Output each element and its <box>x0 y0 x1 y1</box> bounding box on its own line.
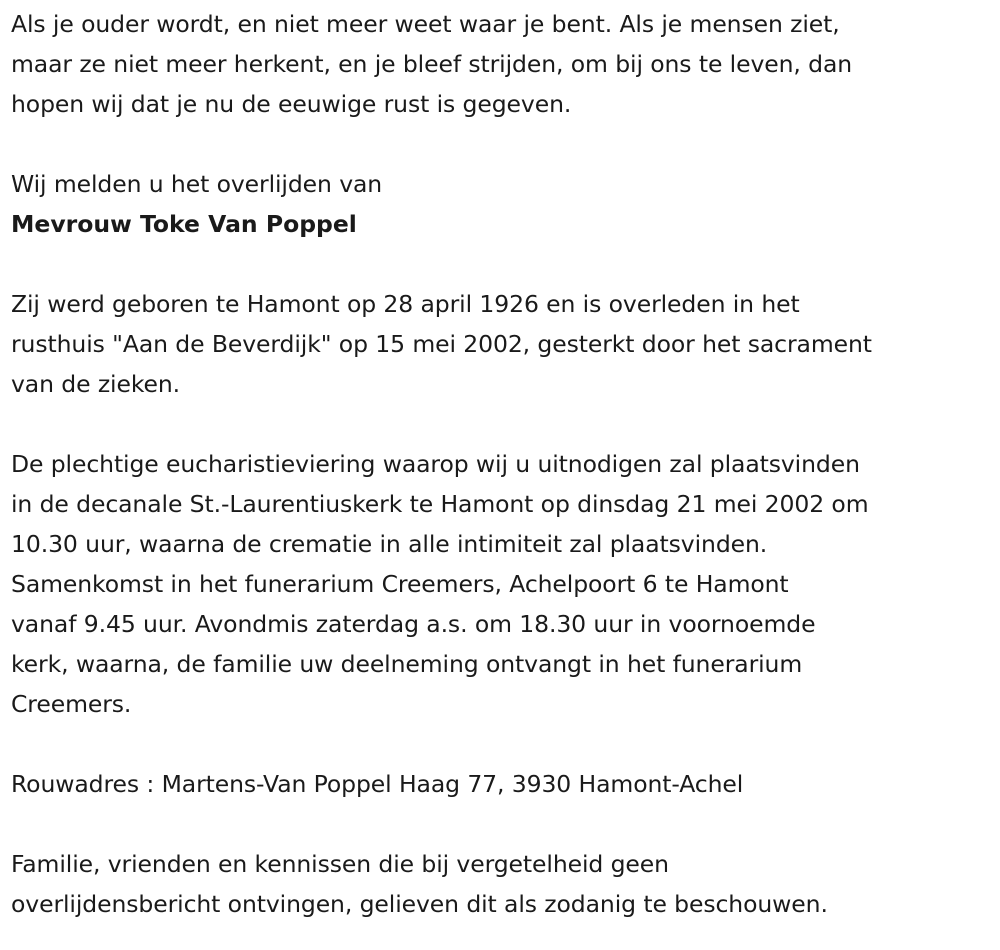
text-line: Familie, vrienden en kennissen die bij vergetelheid geen <box>11 850 669 878</box>
paragraph-spacer <box>11 244 996 284</box>
paragraph-spacer <box>11 804 996 844</box>
text-line: Samenkomst in het funerarium Creemers, Achelpoort 6 te Hamont <box>11 570 789 598</box>
text-line: overlijdensbericht ontvingen, gelieven dit als zodanig te beschouwen. <box>11 890 828 918</box>
text-line: kerk, waarna, de familie uw deelneming ontvangt in het funerarium <box>11 650 803 678</box>
text-line: Creemers. <box>11 690 132 718</box>
ceremony-paragraph <box>11 444 996 724</box>
poem-line: maar ze niet meer herkent, en je bleef strijden, om bij ons te leven, dan <box>11 50 853 78</box>
text-line: in de decanale St.-Laurentiuskerk te Hamont op dinsdag 21 mei 2002 om <box>11 490 869 518</box>
announcement-text: Wij melden u het overlijden van <box>11 170 383 198</box>
mourning-address: Rouwadres : Martens-Van Poppel Haag 77, 3930 Hamont-Achel <box>11 770 744 798</box>
poem-line: Als je ouder wordt, en niet meer weet waar je bent. Als je mensen ziet, <box>11 10 840 38</box>
poem-line: hopen wij dat je nu de eeuwige rust is gegeven. <box>11 90 572 118</box>
death-notice <box>11 4 996 924</box>
paragraph-spacer <box>11 724 996 764</box>
text-line: 10.30 uur, waarna de crematie in alle intimiteit zal plaatsvinden. <box>11 530 768 558</box>
paragraph-spacer <box>11 404 996 444</box>
paragraph-spacer <box>11 124 996 164</box>
deceased-name: Mevrouw Toke Van Poppel <box>11 210 357 238</box>
text-line: rusthuis "Aan de Beverdijk" op 15 mei 2002, gesterkt door het sacrament <box>11 330 872 358</box>
text-line: De plechtige eucharistieviering waarop wij u uitnodigen zal plaatsvinden <box>11 450 860 478</box>
poem-paragraph <box>11 4 996 124</box>
text-line: vanaf 9.45 uur. Avondmis zaterdag a.s. om 18.30 uur in voornoemde <box>11 610 816 638</box>
text-line: Zij werd geboren te Hamont op 28 april 1926 en is overleden in het <box>11 290 800 318</box>
text-line: van de zieken. <box>11 370 181 398</box>
closing-paragraph <box>11 844 996 924</box>
birth-death-paragraph <box>11 284 996 404</box>
